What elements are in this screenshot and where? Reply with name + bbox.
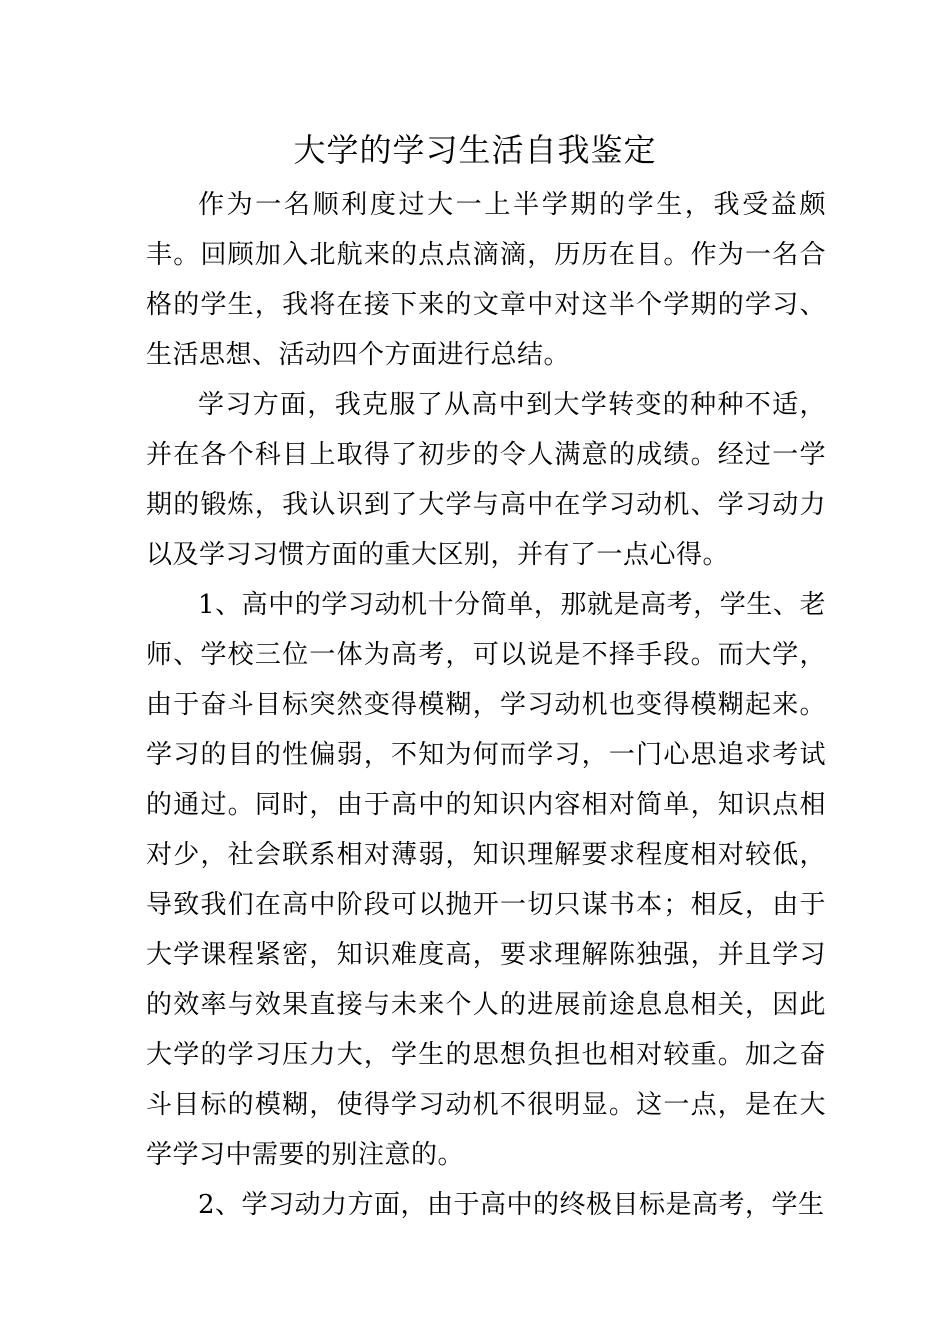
- document-body: [146, 180, 826, 1230]
- paragraph-intro: 作为一名顺利度过大一上半学期的学生，我受益颇丰。回顾加入北航来的点点滴滴，历历在目。作为一名合格的学生，我将在接下来的文章中对这半个学期的学习、生活思想、活动四个方面进行总结。: [146, 190, 826, 370]
- paragraph-point-2: 2、学习动力方面，由于高中的终极目标是高考，学生: [198, 1190, 825, 1220]
- paragraph-point-1: 1、高中的学习动机十分简单，那就是高考，学生、老师、学校三位一体为高考，可以说是不择手段。而大学，由于奋斗目标突然变得模糊，学习动机也变得模糊起来。学习的目的性偏弱，不知为何而学习，一门心思追求考试的通过。同时，由于高中的知识内容相对简单，知识点相对少，社会联系相对薄弱，知识理解要求程度相对较低，导致我们在高中阶段可以抛开一切只谋书本；相反，由于大学课程紧密，知识难度高，要求理解陈独强，并且学习的效率与效果直接与未来个人的进展前途息息相关，因此大学的学习压力大，学生的思想负担也相对较重。加之奋斗目标的模糊，使得学习动机不很明显。这一点，是在大学学习中需要的别注意的。: [146, 590, 826, 1170]
- paragraph-study: 学习方面，我克服了从高中到大学转变的种种不适，并在各个科目上取得了初步的令人满意的成绩。经过一学期的锻炼，我认识到了大学与高中在学习动机、学习动力以及学习习惯方面的重大区别，并有了一点心得。: [146, 390, 826, 570]
- document-title: 大学的学习生活自我鉴定: [293, 131, 657, 169]
